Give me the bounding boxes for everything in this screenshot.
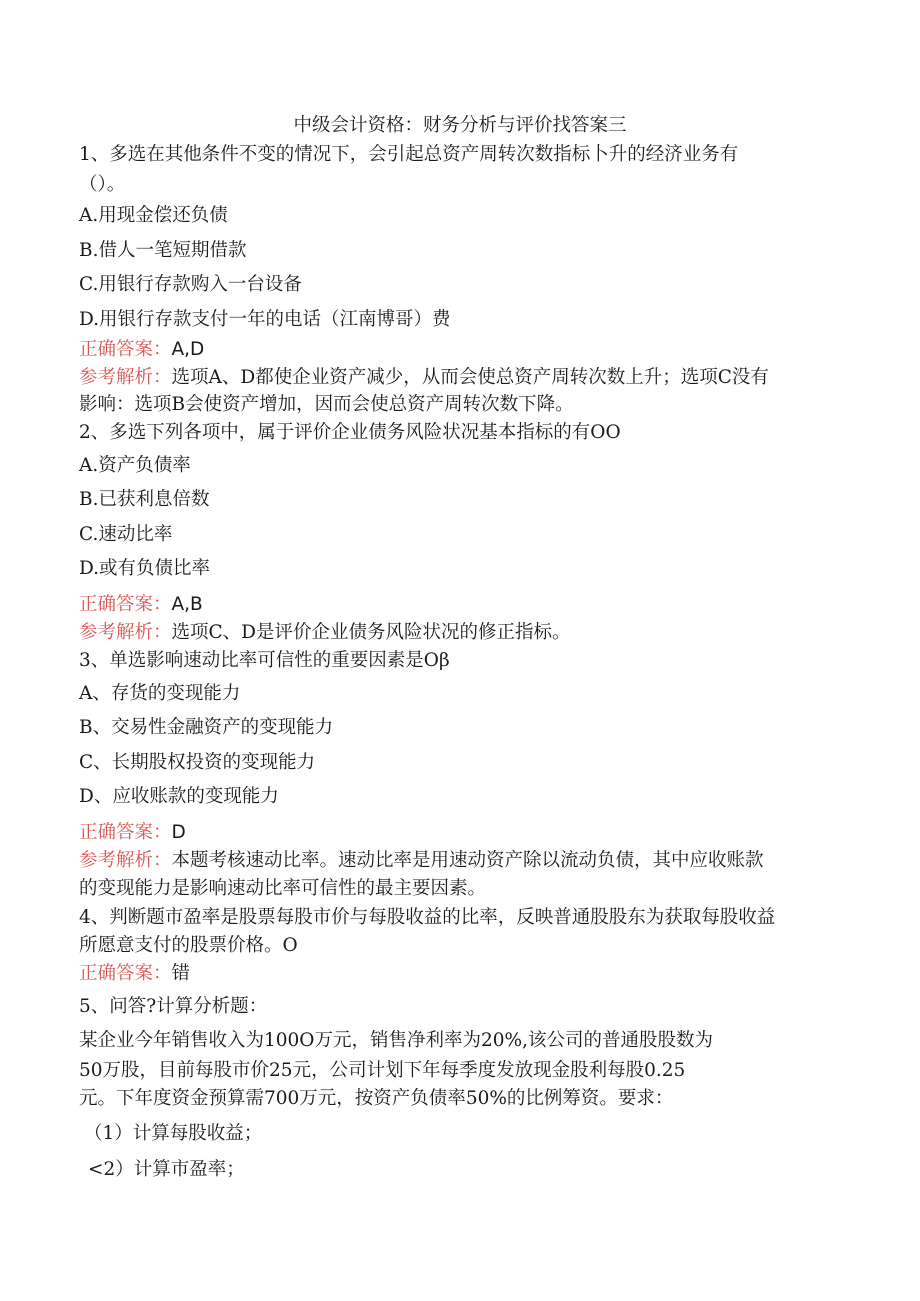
q2-question: 2、多选下列各项中，属于评价企业债务风险状况基本指标的有OO [79,422,621,443]
q1-option-b: B.借人一笔短期借款 [79,240,247,261]
analysis-text: 本题考核速动比率。速动比率是用速动资产除以流动负债，其中应收账款 [171,850,764,871]
q2-option-b: B.已获利息倍数 [79,489,210,510]
q3-answer [79,820,186,846]
page-title: 中级会计资格：财务分析与评价找答案三 [293,115,627,136]
q1-question-line2: （）。 [79,174,126,195]
q4-question-line2: 所愿意支付的股票价格。O [79,935,298,956]
analysis-label: 参考解析： [79,850,172,871]
q1-question-line1: 1、多选在其他条件不变的情况下，会引起总资产周转次数指标卜升的经济业务有 [79,144,739,165]
q5-body-line3: 元。下年度资金预算需700万元，按资产负债率50%的比例筹资。要求： [79,1088,674,1109]
q3-option-a: A、存货的变现能力 [79,683,241,704]
q3-option-b: B、交易性金融资产的变现能力 [79,717,334,738]
answer-label: 正确答案： [79,963,172,984]
answer-label: 正确答案： [79,339,172,360]
q4-question-line1: 4、判断题市盈率是股票每股市价与每股收益的比率，反映普通股股东为获取每股收益 [79,907,776,928]
q3-analysis-line1 [79,848,764,874]
q4-answer [79,961,190,987]
q1-option-a: A.用现金偿还负债 [79,205,228,226]
answer-value: 错 [171,963,191,984]
answer-value: A,B [171,594,203,615]
analysis-label: 参考解析： [79,622,172,643]
analysis-text: 选项A、D都使企业资产减少，从而会使总资产周转次数上升；选项C没有 [171,367,769,388]
q5-question: 5、问答?计算分析题： [79,996,268,1017]
q2-analysis-line1 [79,620,571,646]
answer-value: D [171,822,186,843]
q5-body-line1: 某企业今年销售收入为100O万元，销售净利率为20%,该公司的普通股股数为 [79,1030,713,1051]
q3-option-d: D、应收账款的变现能力 [79,786,279,807]
q3-option-c: C、长期股权投资的变现能力 [79,752,316,773]
q1-analysis-line1 [79,365,769,391]
answer-label: 正确答案： [79,594,172,615]
answer-label: 正确答案： [79,822,172,843]
q1-option-c: C.用银行存款购入一台设备 [79,274,302,295]
q2-option-a: A.资产负债率 [79,455,191,476]
q5-sub-item-1: （1）计算每股收益； [84,1123,263,1144]
analysis-text: 选项C、D是评价企业债务风险状况的修正指标。 [171,622,571,643]
q2-option-d: D.或有负债比率 [79,558,211,579]
q1-analysis-line2: 影响：选项B会使资产增加，因而会使总资产周转次数下降。 [79,394,574,415]
q3-question: 3、单选影响速动比率可信性的重要因素是Oβ [79,650,450,671]
analysis-label: 参考解析： [79,367,172,388]
q3-analysis-line2: 的变现能力是影响速动比率可信性的最主要因素。 [79,878,487,899]
q5-sub-item-2: <2）计算市盈率； [88,1159,245,1180]
q1-option-d: D.用银行存款支付一年的电话（江南博哥）费 [79,309,451,330]
q5-body-line2: 50万股，目前每股市价25元，公司计划下年每季度发放现金股利每股0.25 [79,1060,686,1081]
q2-answer [79,592,203,618]
q1-answer [79,337,204,363]
q2-option-c: C.速动比率 [79,524,173,545]
answer-value: A,D [171,339,205,360]
